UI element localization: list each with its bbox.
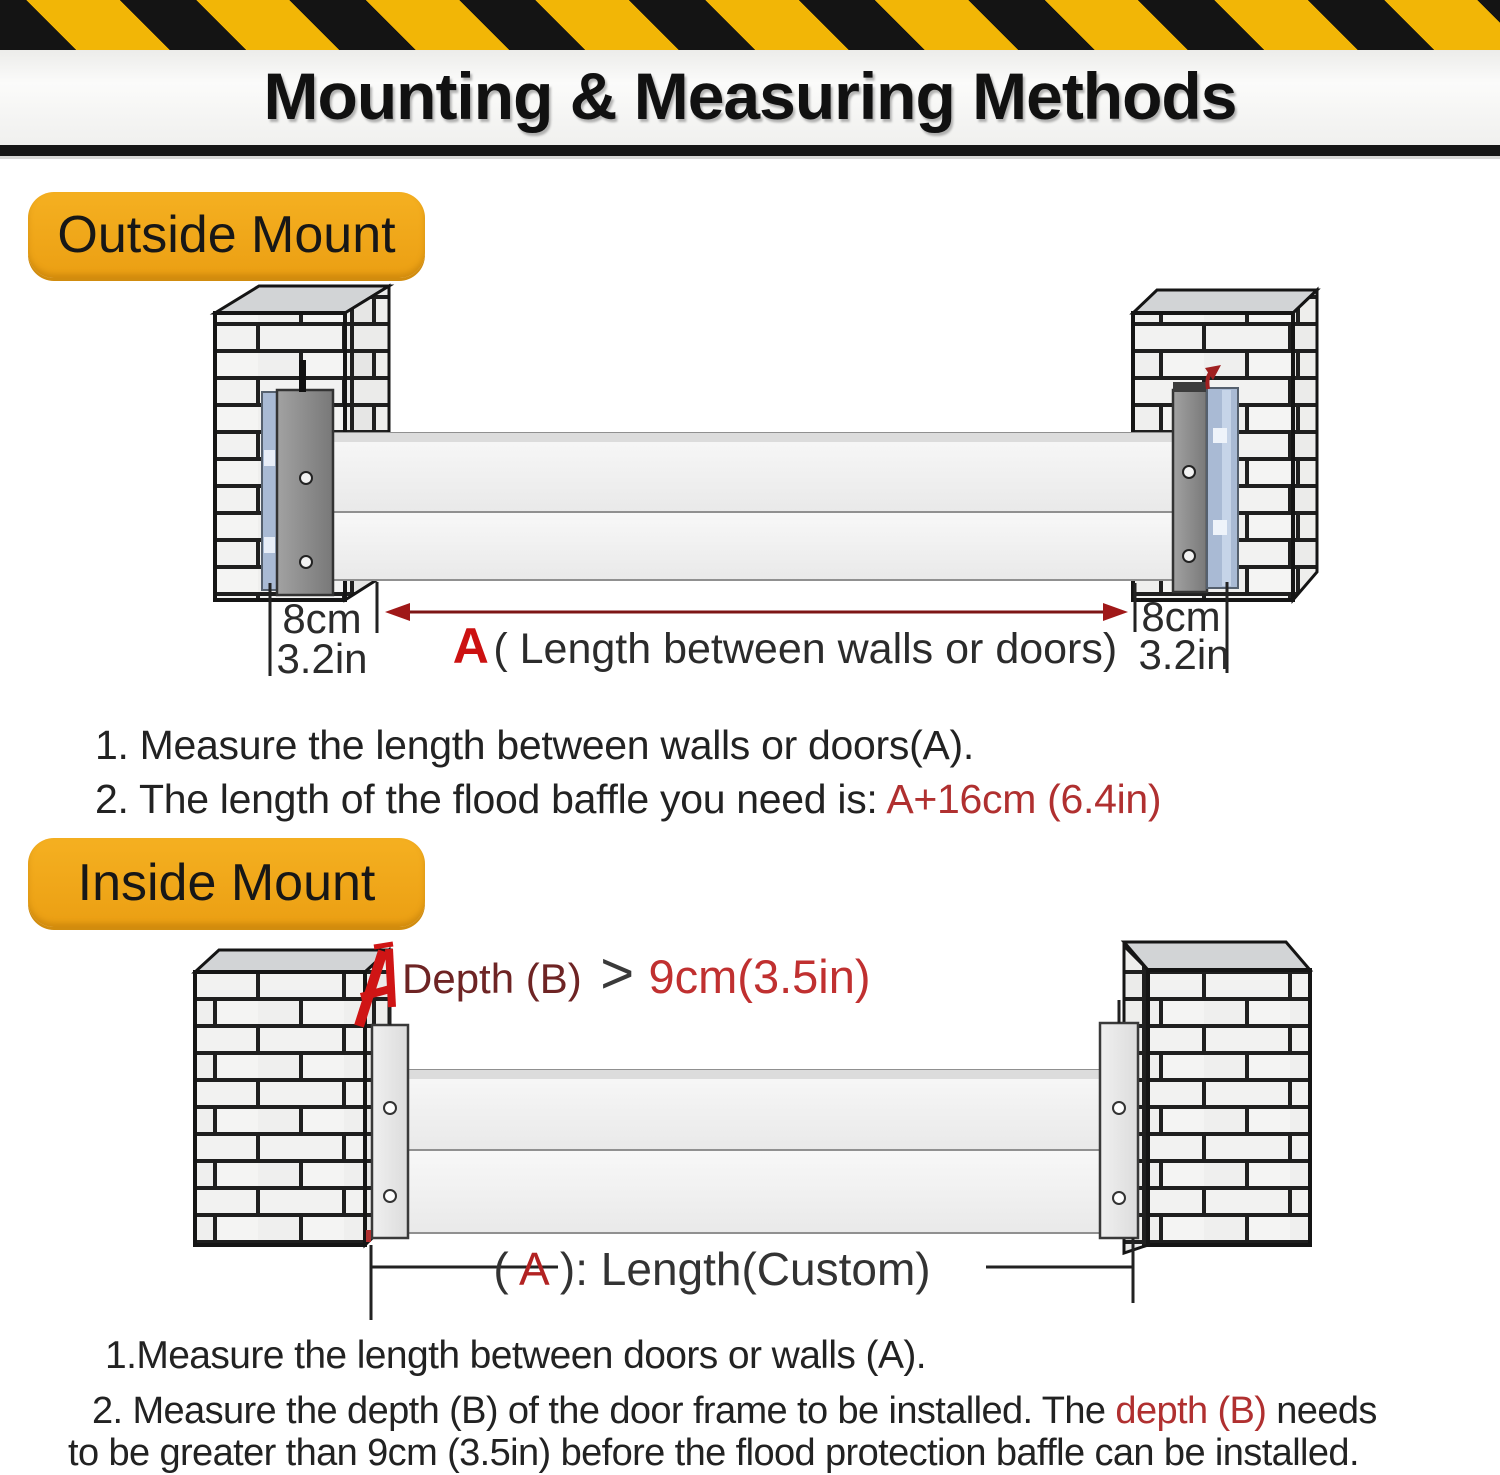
dim-arrowhead-right (1103, 603, 1128, 621)
inside-right-brick-pillar (1124, 942, 1310, 1253)
greater-than-sign: > (600, 941, 635, 1006)
outside-right-mounting-bracket (1173, 365, 1238, 592)
outside-mount-badge-label: Outside Mount (57, 206, 396, 264)
bracket-pin (299, 360, 306, 392)
outside-step-2 (95, 776, 1161, 823)
caution-tape-stripe (0, 0, 1500, 50)
left-gap-in-label: 3.2in (276, 635, 368, 682)
outside-mount-badge (28, 192, 425, 278)
depth-b-text: Depth (B) (402, 955, 582, 1002)
length-a-description: ( Length between walls or doors) (493, 625, 1118, 673)
page-title: Mounting & Measuring Methods (263, 59, 1237, 133)
length-custom-open: ( (493, 1243, 509, 1295)
length-a-label (453, 618, 1117, 674)
outside-mount-diagram (0, 280, 1500, 720)
header-divider (0, 145, 1500, 159)
inside-step-2-line-2: to be greater than 9cm (3.5in) before the flood protection baffle can be installed. (68, 1432, 1359, 1474)
inside-mount-diagram (0, 935, 1500, 1335)
right-gap-cm-label: 8cm (1141, 593, 1221, 640)
outside-left-mounting-bracket (262, 360, 333, 595)
length-a-letter: A (452, 618, 489, 674)
inside-flood-barrier-panel (408, 1070, 1102, 1233)
inside-step-2-line-1 (92, 1390, 1377, 1433)
depth-b-value: 9cm(3.5in) (648, 950, 871, 1003)
right-gap-in-label: 3.2in (1138, 631, 1230, 678)
length-custom-rest: ): Length(Custom) (559, 1243, 931, 1295)
inside-right-mounting-bracket (1100, 1000, 1138, 1238)
depth-b-label (402, 941, 871, 1006)
inside-left-brick-pillar (195, 950, 389, 1245)
title-band (0, 50, 1500, 145)
inside-mount-badge (28, 838, 425, 927)
inside-step-1: 1.Measure the length between doors or walls (A). (105, 1334, 926, 1377)
outside-step-2-formula: A+16cm (6.4in) (886, 776, 1162, 822)
inside-step-2-text-b: needs (1266, 1390, 1377, 1432)
length-custom-label (493, 1243, 930, 1295)
left-gap-cm-label: 8cm (282, 595, 362, 642)
outside-step-1: 1. Measure the length between walls or doors(A). (95, 722, 974, 768)
length-custom-a: A (518, 1243, 548, 1295)
dim-arrowhead-left (385, 603, 410, 621)
inside-left-mounting-bracket (366, 1003, 408, 1242)
outside-flood-barrier-panel (333, 433, 1173, 580)
inside-step-2-text-a: 2. Measure the depth (B) of the door frame to be installed. The (92, 1390, 1116, 1432)
inside-mount-badge-label: Inside Mount (77, 853, 376, 912)
outside-step-2-text: 2. The length of the flood baffle you need is: (95, 776, 887, 822)
inside-step-2-depth-red: depth (B) (1115, 1390, 1267, 1432)
